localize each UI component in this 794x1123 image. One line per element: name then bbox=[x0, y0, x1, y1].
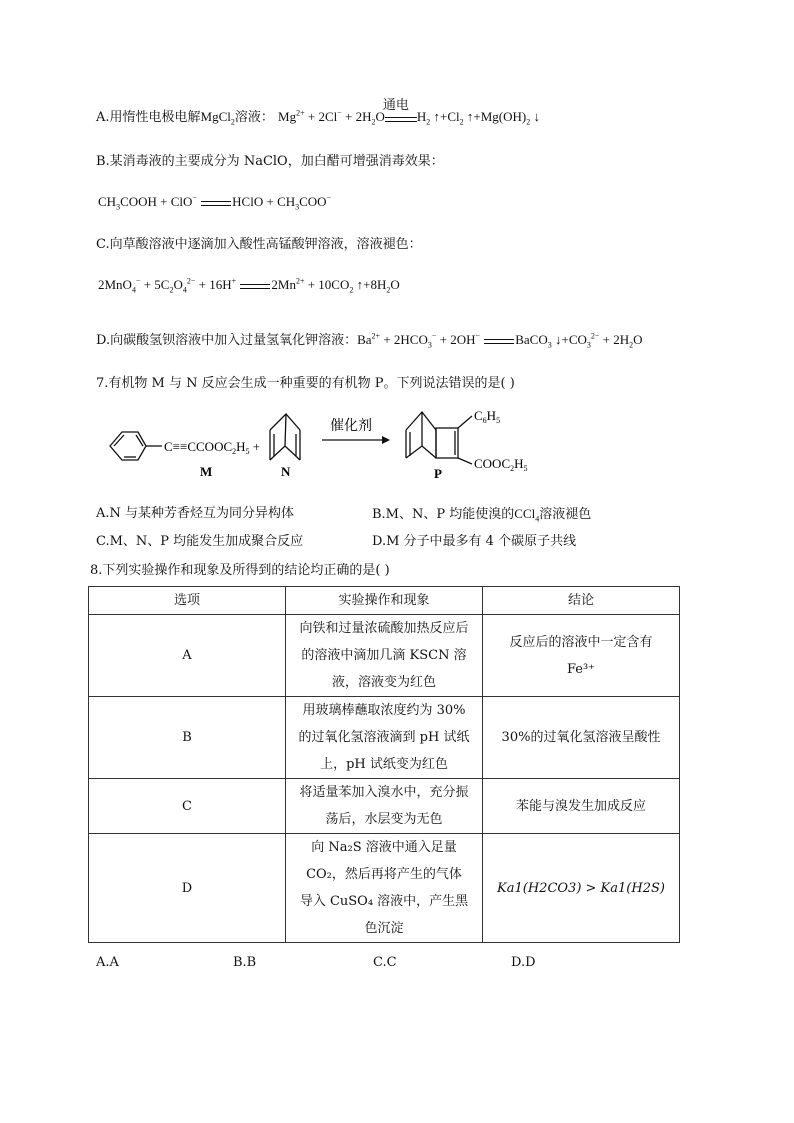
q8-option-c: C.C bbox=[373, 955, 397, 970]
row-option: B bbox=[89, 697, 286, 779]
q6-option-c: C.向草酸溶液中逐滴加入酸性高锰酸钾溶液，溶液褪色： bbox=[96, 237, 422, 252]
row-option: C bbox=[89, 779, 286, 834]
benzene-ring bbox=[110, 432, 146, 460]
q7-stem: 7.有机物 M 与 N 反应会生成一种重要的有机物 P。下列说法错误的是( ) bbox=[96, 376, 515, 391]
q7-option-b: B.M、N、P 均能使溴的CCl$_4$溶液褪色 bbox=[372, 506, 592, 524]
q7-option-d: D.M 分子中最多有 4 个碳原子共线 bbox=[372, 534, 577, 549]
row-conclusion: 反应后的溶液中一定含有 Fe³⁺ bbox=[483, 615, 680, 697]
q8-option-d: D.D bbox=[511, 955, 536, 970]
label-p: P bbox=[434, 466, 442, 480]
row-operation: 将适量苯加入溴水中，充分振 荡后，水层变为无色 bbox=[286, 779, 483, 834]
q6-option-a bbox=[96, 98, 540, 127]
q8-option-b: B.B bbox=[233, 955, 257, 970]
row-option: A bbox=[89, 615, 286, 697]
q6-a-equation: $Mg^{2+} + 2Cl^- + 2H_2O$ 通电 $H_2$ $↑+Cl_2$ $↑+Mg(OH)_2$ ↓ bbox=[278, 98, 540, 127]
table-header-row bbox=[89, 587, 680, 615]
electrolysis-arrow: 通电 bbox=[385, 109, 417, 127]
row-operation: 向 Na₂S 溶液中通入足量 CO₂，然后再将产生的气体 导入 CuSO₄ 溶液中，产生黑 色沉淀 bbox=[286, 834, 483, 943]
catalyst-label: 催化剂 bbox=[330, 418, 372, 434]
row-conclusion: Ka1(H2CO3) > Ka1(H2S) bbox=[483, 834, 680, 943]
row-conclusion: 30%的过氧化氢溶液呈酸性 bbox=[483, 697, 680, 779]
p-ester-label: $COOC_2H_5$ bbox=[474, 456, 528, 473]
q7-option-c: C.M、N、P 均能发生加成聚合反应 bbox=[96, 534, 304, 549]
q7-reaction-scheme bbox=[100, 400, 560, 480]
molecule-n bbox=[270, 414, 300, 460]
q6-a-salt: MgCl$_2$ bbox=[200, 109, 235, 127]
p-phenyl-label: $C_6H_5$ bbox=[474, 408, 501, 425]
m-ester-text: $C\equiv\equiv CCOOC_2H_5$ + bbox=[164, 439, 261, 456]
q8-stem: 8.下列实验操作和现象及所得到的结论均正确的是( ) bbox=[90, 563, 390, 578]
label-m: M bbox=[200, 464, 213, 479]
q6-a-suffix: 溶液： bbox=[234, 110, 274, 125]
header-option: 选项 bbox=[89, 587, 286, 615]
label-n: N bbox=[281, 464, 291, 479]
q6-option-b: B.某消毒液的主要成分为 NaClO，加白醋可增强消毒效果： bbox=[96, 154, 444, 169]
q6-c-equation: $2MnO_4^- + 5C_2O_4^{2-} + 16H^+$ $2Mn^{2+} + 10CO_2$ $↑+8H_2O$ bbox=[98, 276, 400, 295]
q6-option-d: D.向碳酸氢钡溶液中加入过量氢氧化钾溶液：$Ba^{2+} + 2HCO_3^- + 2OH^-$ BaCO$_3$ $↓+CO_3^{2-} + 2H_2O$ bbox=[96, 331, 643, 350]
row-option: D bbox=[89, 834, 286, 943]
table-row bbox=[89, 697, 680, 779]
q6-a-prefix: A.用惰性电极电解 bbox=[96, 110, 201, 125]
header-operation: 实验操作和现象 bbox=[286, 587, 483, 615]
q7-option-a: A.N 与某种芳香烃互为同分异构体 bbox=[96, 506, 295, 521]
q8-table bbox=[88, 586, 680, 943]
molecule-p bbox=[406, 412, 472, 464]
q6-b-equation: $CH_3COOH + ClO^-$ HClO + $CH_3COO^-$ bbox=[98, 193, 332, 212]
row-operation: 用玻璃棒蘸取浓度约为 30% 的过氧化氢溶液滴到 pH 试纸 上，pH 试纸变为红色 bbox=[286, 697, 483, 779]
table-row bbox=[89, 779, 680, 834]
q8-option-a: A.A bbox=[96, 955, 119, 970]
row-conclusion: 苯能与溴发生加成反应 bbox=[483, 779, 680, 834]
row-operation: 向铁和过量浓硫酸加热反应后 的溶液中滴加几滴 KSCN 溶 液，溶液变为红色 bbox=[286, 615, 483, 697]
table-row bbox=[89, 615, 680, 697]
table-row bbox=[89, 834, 680, 943]
header-conclusion: 结论 bbox=[483, 587, 680, 615]
